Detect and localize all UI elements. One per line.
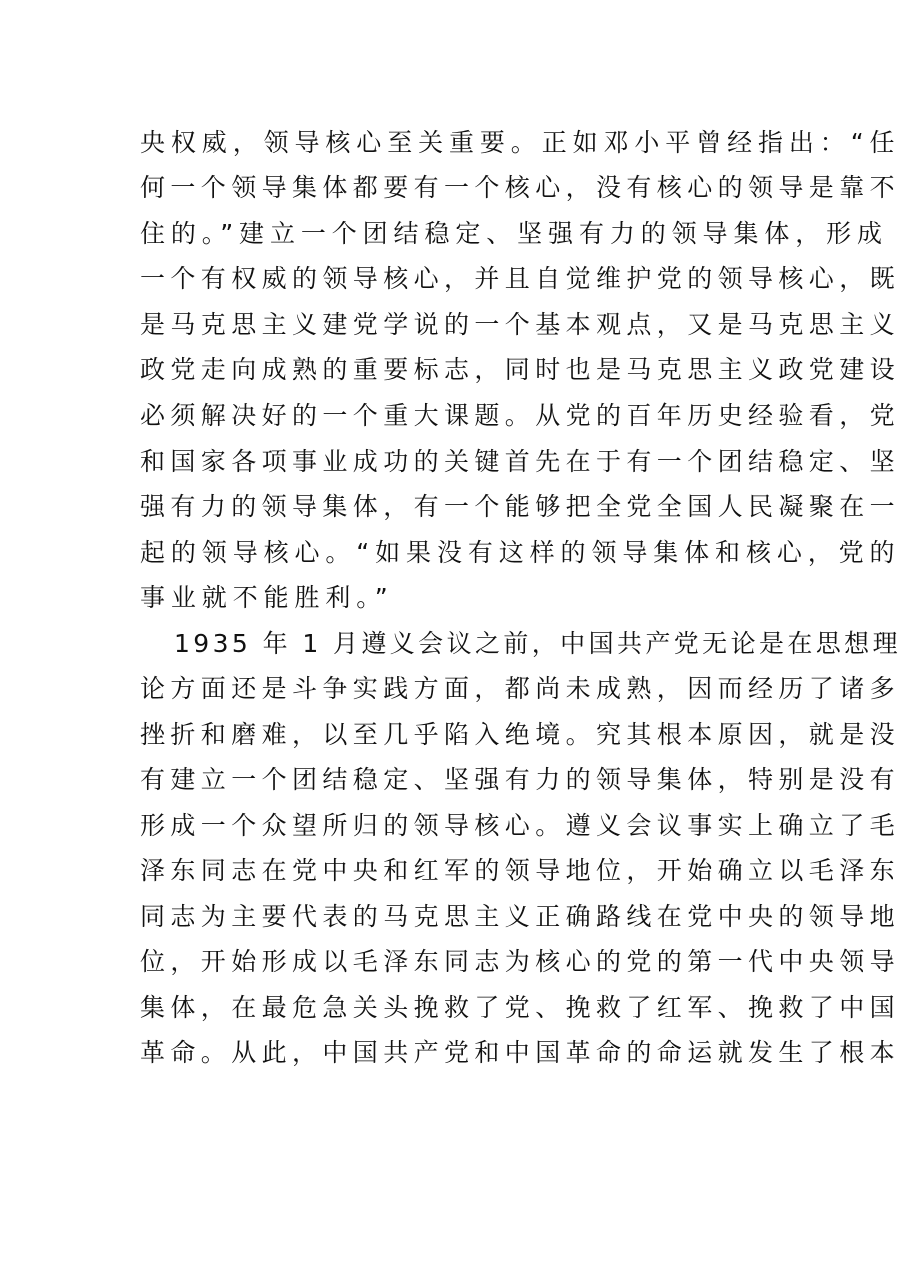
text-line: 央权威，领导核心至关重要。正如邓小平曾经指出：“任 [140, 128, 901, 157]
text-line: 同志为主要代表的马克思主义正确路线在党中央的领导地 [140, 902, 901, 931]
text-line: 事业就不能胜利。” [140, 583, 394, 612]
text-line: 1935 年 1 月遵义会议之前，中国共产党无论是在思想理 [174, 629, 901, 658]
text-line: 泽东同志在党中央和红军的领导地位，开始确立以毛泽东 [140, 856, 901, 885]
text-line: 和国家各项事业成功的关键首先在于有一个团结稳定、坚 [140, 447, 901, 476]
text-line: 起的领导核心。“如果没有这样的领导集体和核心，党的 [140, 538, 901, 567]
text-line: 形成一个众望所归的领导核心。遵义会议事实上确立了毛 [140, 811, 901, 840]
text-line: 政党走向成熟的重要标志，同时也是马克思主义政党建设 [140, 355, 901, 384]
text-line: 何一个领导集体都要有一个核心，没有核心的领导是靠不 [140, 173, 901, 202]
text-line: 挫折和磨难，以至几乎陷入绝境。究其根本原因，就是没 [140, 720, 901, 749]
text-line: 革命。从此，中国共产党和中国革命的命运就发生了根本 [140, 1038, 901, 1067]
text-line: 集体，在最危急关头挽救了党、挽救了红军、挽救了中国 [140, 993, 901, 1022]
text-line: 住的。”建立一个团结稳定、坚强有力的领导集体，形成 [140, 219, 888, 248]
text-line: 一个有权威的领导核心，并且自觉维护党的领导核心，既 [140, 264, 901, 293]
text-line: 强有力的领导集体，有一个能够把全党全国人民凝聚在一 [140, 492, 901, 521]
text-line: 必须解决好的一个重大课题。从党的百年历史经验看，党 [140, 401, 901, 430]
text-line: 论方面还是斗争实践方面，都尚未成熟，因而经历了诸多 [140, 674, 901, 703]
text-line: 是马克思主义建党学说的一个基本观点，又是马克思主义 [140, 310, 901, 339]
text-line: 有建立一个团结稳定、坚强有力的领导集体，特别是没有 [140, 765, 901, 794]
text-line: 位，开始形成以毛泽东同志为核心的党的第一代中央领导 [140, 947, 901, 976]
